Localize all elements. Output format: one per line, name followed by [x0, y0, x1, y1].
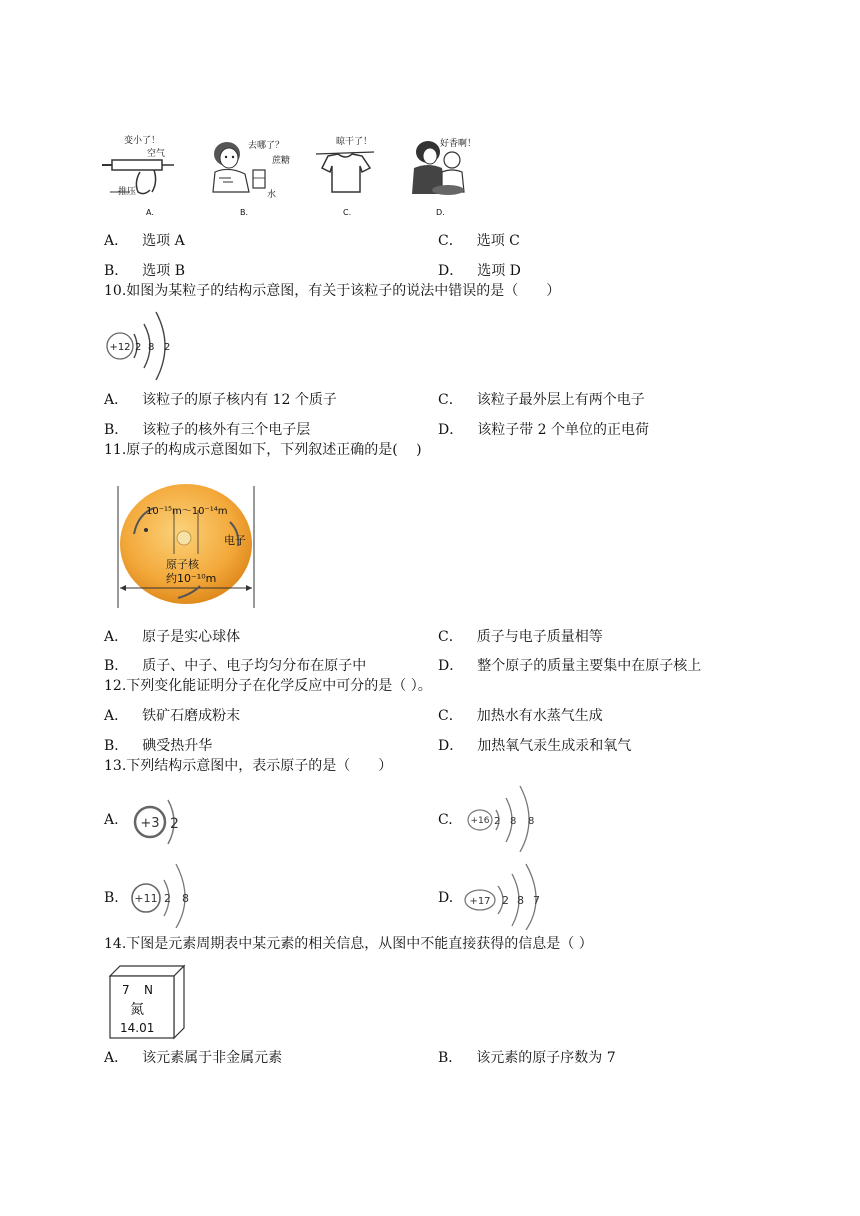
q11-atom-size: 约10⁻¹⁰m — [166, 572, 217, 585]
option-text: 该粒子的原子核内有 12 个质子 — [142, 392, 337, 408]
q10-option-b[interactable] — [104, 421, 310, 439]
q9-pic-b-caption: B. — [240, 208, 249, 217]
option-label: B． — [104, 422, 129, 438]
option-text: 加热氧气汞生成汞和氧气 — [477, 738, 632, 754]
q11-option-d[interactable] — [438, 657, 701, 675]
option-label: B． — [104, 738, 129, 754]
option-label: A． — [104, 629, 129, 645]
option-label: D． — [438, 738, 464, 754]
option-text: 选项 A — [142, 233, 185, 249]
q14-element-name: 氮 — [130, 1002, 144, 1018]
q9-pic-d-bubble: 好香啊！ — [440, 139, 477, 149]
q9-pic-d-caption: D. — [436, 208, 445, 217]
girl-cup-illustration — [205, 138, 275, 196]
q13-option-b-label[interactable]: B. — [104, 890, 119, 906]
q9-option-d[interactable] — [438, 262, 521, 280]
q11-nucleus-label: 原子核 — [166, 558, 199, 571]
option-label: C． — [438, 392, 463, 408]
q13-d-shell-2: 8 — [517, 894, 524, 907]
option-label: A． — [104, 708, 129, 724]
shirt-illustration — [314, 146, 376, 198]
q13-c-nucleus: +16 — [470, 816, 490, 826]
option-text: 该元素的原子序数为 7 — [476, 1050, 616, 1066]
option-label: A． — [104, 1050, 129, 1066]
q13-d-nucleus: +17 — [469, 896, 491, 907]
q11-electron-label: 电子 — [224, 534, 246, 547]
option-text: 质子、中子、电子均匀分布在原子中 — [142, 658, 367, 674]
q12-option-d[interactable] — [438, 737, 631, 755]
option-text: 该粒子最外层上有两个电子 — [476, 392, 645, 408]
q13-c-shell-2: 8 — [510, 816, 517, 827]
option-text: 整个原子的质量主要集中在原子核上 — [477, 658, 702, 674]
q11-option-b[interactable] — [104, 657, 366, 675]
option-text: 该元素属于非金属元素 — [142, 1050, 283, 1066]
option-label: C． — [438, 233, 463, 249]
option-text: 该粒子带 2 个单位的正电荷 — [477, 422, 650, 438]
q12-option-c[interactable] — [438, 707, 603, 725]
q13-c-shell-3: 8 — [528, 816, 535, 827]
q13-a-shell-1: 2 — [170, 816, 179, 832]
option-text: 质子与电子质量相等 — [476, 629, 603, 645]
option-label: A． — [104, 233, 129, 249]
q13-option-a-diagram[interactable] — [130, 790, 190, 852]
option-label: B． — [438, 1050, 463, 1066]
option-label: B． — [104, 658, 129, 674]
q10-particle-diagram — [102, 308, 182, 384]
q14-option-a[interactable] — [104, 1049, 282, 1067]
option-label: D． — [438, 658, 464, 674]
q13-option-a-label[interactable]: A. — [104, 812, 119, 828]
option-text: 该粒子的核外有三个电子层 — [142, 422, 311, 438]
option-text: 选项 C — [476, 233, 520, 249]
syringe-illustration — [100, 150, 180, 200]
option-text: 选项 D — [477, 263, 521, 279]
q11-option-a[interactable] — [104, 628, 240, 646]
q10-option-d[interactable] — [438, 421, 649, 439]
q9-option-c[interactable] — [438, 232, 520, 250]
option-text: 原子是实心球体 — [142, 629, 241, 645]
q10-nucleus: +12 — [109, 342, 131, 353]
q10-shell-3: 2 — [164, 342, 171, 353]
q11-option-c[interactable] — [438, 628, 603, 646]
option-label: C． — [438, 629, 463, 645]
q9-pic-b-label-water: 水 — [267, 190, 277, 200]
q13-option-b-diagram[interactable] — [128, 860, 198, 928]
q9-pic-a-bubble: 变小了！ — [124, 136, 161, 146]
option-text: 加热水有水蒸气生成 — [476, 708, 603, 724]
q14-element-symbol: N — [144, 983, 153, 997]
q13-option-d-diagram[interactable] — [462, 862, 552, 930]
q9-pic-b-bubble: 去哪了？ — [248, 141, 285, 151]
q13-c-shell-1: 2 — [494, 816, 501, 827]
q12-option-a[interactable] — [104, 707, 240, 725]
q14-option-b[interactable] — [438, 1049, 616, 1067]
q9-pic-a-label-air: 空气 — [147, 149, 166, 159]
q13-b-shell-2: 8 — [182, 892, 189, 905]
q13-d-shell-1: 2 — [502, 894, 509, 907]
q12-option-b[interactable] — [104, 737, 212, 755]
q11-atom-diagram — [112, 482, 262, 614]
q9-pic-c-caption: C. — [343, 208, 352, 217]
q10-option-a[interactable] — [104, 391, 337, 409]
q11-stem: 11.原子的构成示意图如下，下列叙述正确的是( ) — [104, 442, 422, 458]
option-label: B． — [104, 263, 129, 279]
option-label: D． — [438, 422, 464, 438]
q14-element-number: 7 — [122, 983, 130, 997]
q11-nucleus-size: 10⁻¹⁵m～10⁻¹⁴m — [146, 506, 228, 517]
option-text: 选项 B — [142, 263, 186, 279]
option-label: C． — [438, 708, 463, 724]
option-text: 铁矿石磨成粉末 — [142, 708, 241, 724]
q14-element-mass: 14.01 — [120, 1021, 155, 1035]
q10-stem: 10.如图为某粒子的结构示意图，有关于该粒子的说法中错误的是（ ） — [104, 283, 561, 299]
q9-option-a[interactable] — [104, 232, 185, 250]
q9-pic-c-bubble: 晾干了！ — [336, 137, 373, 147]
q10-option-c[interactable] — [438, 391, 645, 409]
q13-b-nucleus: +11 — [134, 892, 158, 905]
q13-option-c-diagram[interactable] — [464, 782, 548, 852]
q9-pic-a-caption: A. — [146, 208, 154, 217]
q9-pic-a-label-press: 推压 — [118, 187, 137, 197]
q14-element-card — [108, 964, 186, 1040]
q14-stem: 14.下图是元素周期表中某元素的相关信息，从图中不能直接获得的信息是（ ） — [104, 936, 593, 952]
q9-option-b[interactable] — [104, 262, 185, 280]
q12-stem: 12.下列变化能证明分子在化学反应中可分的是（ ）。 — [104, 678, 432, 694]
option-label: A． — [104, 392, 129, 408]
people-smelling-illustration — [408, 138, 477, 198]
option-text: 碘受热升华 — [142, 738, 213, 754]
q13-stem: 13.下列结构示意图中，表示原子的是（ ） — [104, 758, 393, 774]
q13-option-c-label[interactable]: C. — [438, 812, 453, 828]
q10-shell-1: 2 — [135, 342, 142, 353]
q10-shell-2: 8 — [148, 342, 155, 353]
q13-d-shell-3: 7 — [533, 894, 540, 907]
q13-option-d-label[interactable]: D. — [438, 890, 454, 906]
q13-b-shell-1: 2 — [164, 892, 171, 905]
q9-pic-b-label-sugar: 蔗糖 — [272, 156, 291, 166]
option-label: D． — [438, 263, 464, 279]
q13-a-nucleus: +3 — [140, 816, 160, 831]
